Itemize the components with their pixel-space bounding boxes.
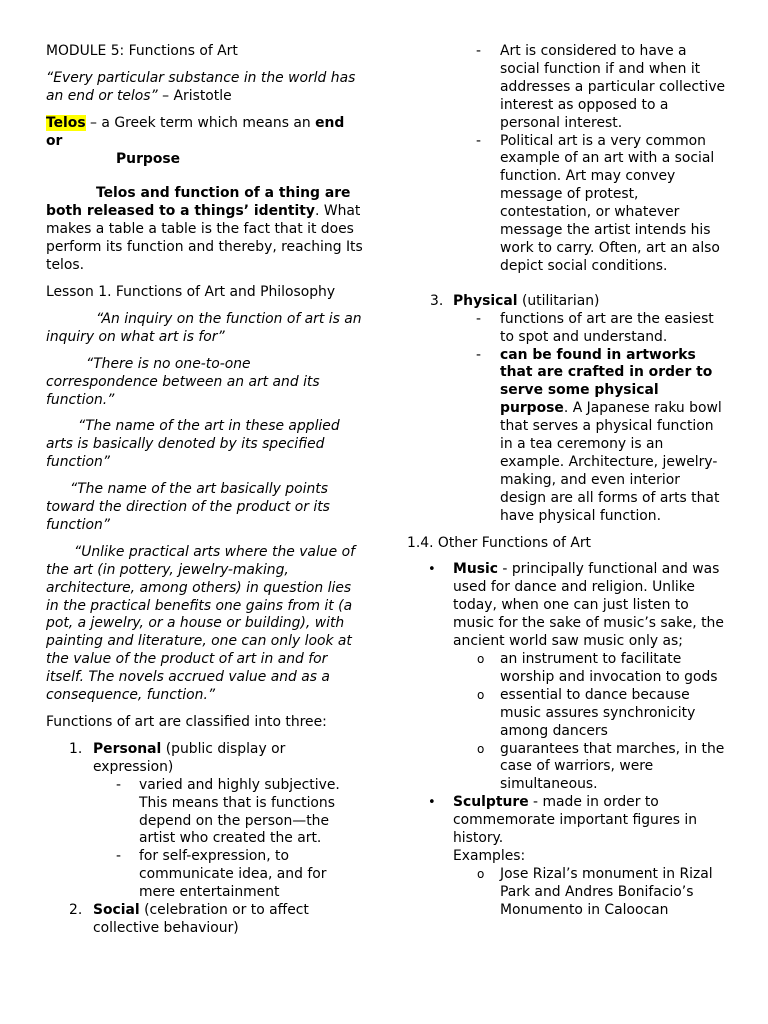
social-sub-item (400, 133, 730, 276)
physical-sub-item (400, 347, 730, 526)
music-sub-text: an instrument to facilitate worship and invocation to gods (500, 651, 718, 685)
circle-marker: o (477, 652, 485, 666)
personal-desc: (public display or expression) (93, 740, 286, 775)
music-sub-text: guarantees that marches, in the case of warriors, were simultaneous. (500, 740, 725, 793)
identity-rest: . What makes a table a table is the fact that it does perform its function and thereby, reaching Its telos. (46, 203, 363, 274)
aristotle-author: – Aristotle (157, 87, 232, 104)
circle-marker: o (477, 741, 485, 756)
list-item-social (46, 902, 364, 938)
physical-sub-bold: can be found in artworks that are crafted in order to serve some physical purpose (500, 346, 713, 417)
social-sub-text: Art is considered to have a social function if and when it addresses a particular collective interest as opposed to a personal interest. (500, 43, 726, 131)
music-sub-item (400, 741, 730, 795)
personal-sub-item (46, 848, 364, 902)
music-sub-item (400, 687, 730, 741)
social-sub-item (400, 43, 730, 133)
sculpture-sub-item (400, 866, 730, 920)
sculpture-sub-text: Jose Rizal’s monument in Rizal Park and Andres Bonifacio’s Monumento in Caloocan (500, 865, 713, 918)
circle-marker: o (477, 687, 485, 702)
list-item-physical (400, 293, 730, 311)
bullet-marker: • (428, 795, 436, 811)
music-desc: - principally functional and was used for dance and religion. Unlike today, when one can just listen to music for the sake of music’s sake, the ancient world saw music only as; (453, 561, 724, 650)
dash-marker: - (476, 43, 482, 59)
dash-marker: - (476, 346, 482, 363)
dash-marker: - (116, 848, 122, 865)
quote-correspondence: “There is no one-to-one correspondence between an art and its function.” (46, 355, 320, 408)
examples-label: Examples: (453, 847, 526, 864)
personal-sub-text: varied and highly subjective. This means that is functions depend on the person—the artist who created the art. (139, 776, 340, 847)
social-label: Social (93, 902, 140, 919)
lesson-heading: Lesson 1. Functions of Art and Philosophy (46, 283, 336, 300)
personal-sub-item (46, 777, 364, 849)
physical-sub-rest: . A Japanese raku bowl that serves a physical function in a tea ceremony is an example. Architecture, jewelry-making, and even interior design are all forms of arts that have physical function. (500, 400, 722, 524)
music-sub-item (400, 651, 730, 687)
bullet-item-music (400, 561, 730, 651)
telos-definition-text: – a Greek term which means an (85, 114, 316, 131)
physical-sub-item (400, 311, 730, 347)
quote-applied: “The name of the art in these applied arts is basically denoted by its specified function” (46, 418, 340, 471)
personal-sub-text: for self-expression, to communicate idea, and for mere entertainment (139, 848, 327, 901)
bullet-item-sculpture (400, 794, 730, 848)
physical-desc: (utilitarian) (517, 292, 600, 309)
classified-line: Functions of art are classified into three: (46, 714, 327, 730)
purpose-line (46, 151, 364, 169)
aristotle-quote (46, 70, 364, 106)
social-sub-text: Political art is a very common example of an art with a social function. Art may convey message of protest, contestation, or whatever message the artist intends his work to carry. Often, art an also depict social conditions. (500, 132, 720, 274)
telos-definition (46, 115, 364, 151)
telos-term: Telos (46, 114, 86, 131)
sculpture-desc: - made in order to commemorate important figures in history. (453, 794, 698, 847)
quote-inquiry: “An inquiry on the function of art is an inquiry on what art is for” (46, 310, 362, 345)
list-number: 2. (69, 902, 83, 919)
sculpture-label: Sculpture (453, 794, 529, 811)
social-desc: (celebration or to affect collective behaviour) (93, 902, 309, 936)
personal-label: Personal (93, 740, 162, 757)
physical-sub-text: functions of art are the easiest to spot and understand. (500, 310, 714, 345)
music-sub-text: essential to dance because music assures synchronicity among dancers (500, 686, 696, 739)
music-label: Music (453, 561, 498, 578)
circle-marker: o (477, 866, 485, 881)
module-title: MODULE 5: Functions of Art (46, 43, 238, 59)
bullet-marker: • (428, 562, 436, 578)
identity-paragraph (46, 185, 364, 275)
other-functions-heading: 1.4. Other Functions of Art (407, 534, 591, 551)
quote-direction: “The name of the art basically points toward the direction of the product or its function” (46, 481, 330, 533)
purpose-word: Purpose (116, 150, 181, 167)
dash-marker: - (476, 132, 482, 149)
list-number: 1. (69, 740, 83, 757)
list-item-personal (46, 741, 364, 777)
right-column (400, 43, 730, 920)
physical-label: Physical (453, 292, 518, 309)
dash-marker: - (116, 776, 122, 793)
left-column (46, 43, 364, 938)
quote-practical: “Unlike practical arts where the value of the art (in pottery, jewelry-making, architecture, among others) in question lies in the practical benefits one gains from it (a pot, a jewelry, or a house or building), with painting and literature, one can only look at the value of the product of art in and for itself. The novels accrued value and as a consequence, function.” (46, 543, 355, 704)
identity-bold: Telos and function of a thing are both released to a things’ identity (46, 185, 351, 220)
aristotle-quote-text: “Every particular substance in the world has an end or telos” (46, 69, 356, 104)
dash-marker: - (476, 310, 482, 327)
list-number: 3. (430, 292, 444, 309)
telos-end: end or (46, 114, 345, 149)
